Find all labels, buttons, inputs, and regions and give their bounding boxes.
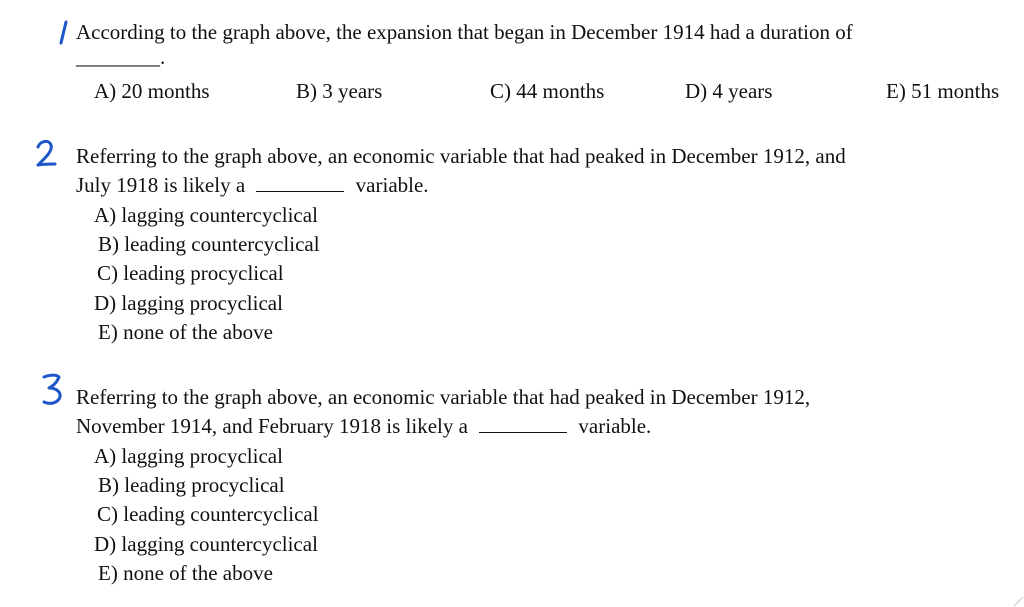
q1-stem-line1: According to the graph above, the expansion that began in December 1914 had a duration of: [76, 20, 853, 44]
q2-stem-after: variable.: [355, 173, 429, 197]
q3-option-c: C) leading countercyclical: [97, 502, 319, 526]
q3-option-d: D) lagging countercyclical: [94, 532, 318, 556]
q2-option-d: D) lagging procyclical: [94, 291, 283, 315]
q3-stem-line2: [76, 413, 651, 439]
q1-option-e: E) 51 months: [886, 79, 1000, 103]
q3-option-b: B) leading procyclical: [98, 473, 285, 497]
q2-stem-line2: [76, 172, 429, 198]
q1-option-b: B) 3 years: [296, 79, 383, 103]
handwritten-number-1: [56, 20, 72, 46]
q3-option-e: E) none of the above: [98, 561, 273, 585]
handwritten-number-2: [34, 138, 58, 170]
q1-option-a: A) 20 months: [94, 79, 210, 103]
q3-stem-before: November 1914, and February 1918 is likely a: [76, 414, 468, 438]
q2-stem-before: July 1918 is likely a: [76, 173, 246, 197]
q3-stem-line1: Referring to the graph above, an economic variable that had peaked in December 1912,: [76, 385, 811, 409]
q3-answer-blank: [479, 416, 567, 433]
q2-stem-line1: Referring to the graph above, an economic variable that had peaked in December 1912, and: [76, 144, 846, 168]
q2-option-b: B) leading countercyclical: [98, 232, 320, 256]
q1-answer-blank: ________.: [76, 45, 166, 69]
q2-answer-blank: [256, 175, 344, 192]
q3-option-a: A) lagging procyclical: [94, 444, 283, 468]
handwritten-number-3: [40, 372, 66, 408]
q2-option-a: A) lagging countercyclical: [94, 203, 318, 227]
q1-option-d: D) 4 years: [685, 79, 773, 103]
resize-corner-icon: [1012, 595, 1024, 607]
q2-option-e: E) none of the above: [98, 320, 273, 344]
q2-option-c: C) leading procyclical: [97, 261, 284, 285]
q3-stem-after: variable.: [578, 414, 652, 438]
q1-option-c: C) 44 months: [490, 79, 605, 103]
